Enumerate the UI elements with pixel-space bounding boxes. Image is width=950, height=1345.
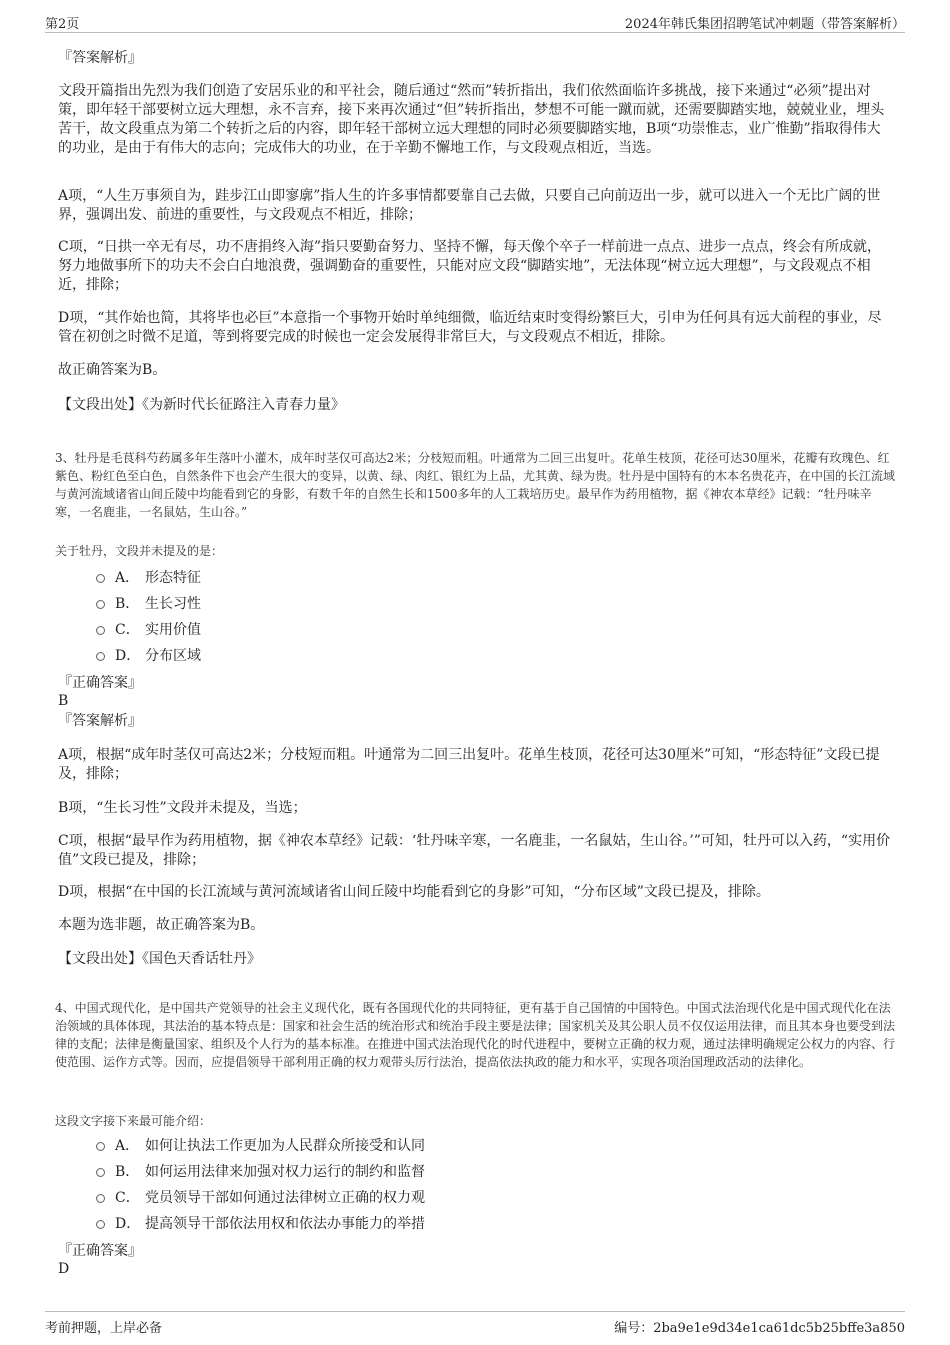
q4-option-b[interactable]: B． 如何运用法律来加强对权力运行的制约和监督 [96, 1161, 425, 1181]
document-title: 2024年韩氏集团招聘笔试冲刺题（带答案解析） [624, 17, 905, 32]
q4-option-c[interactable]: C． 党员领导干部如何通过法律树立正确的权力观 [96, 1187, 425, 1207]
q3-passage: 3、牡丹是毛茛科芍药属多年生落叶小灌木，成年时茎仅可高达2米；分枝短而粗。叶通常为二回三出复叶。花单生枝顶，花径可达30厘米，花瓣有玫瑰色、红紫色、粉红色至白色，自然条件下也会产生很大的变异，以黄、绿、肉红、银红为上品，尤其黄、绿为贵。牡丹是中国特有的木本名贵花卉，在中国的长江流域与黄河流域诸省山间丘陵中均能看到它的身影，有数千年的自然生长和1500多年的人工栽培历史。最早作为药用植物，据《神农本草经》记载：“牡丹味辛寒，一名鹿韭，一名鼠姑，生山谷。” [55, 451, 896, 519]
radio-icon[interactable] [96, 1142, 105, 1151]
q4-option-d[interactable]: D． 提高领导干部依法用权和依法办事能力的举措 [96, 1213, 425, 1233]
radio-icon[interactable] [96, 626, 105, 635]
radio-icon[interactable] [96, 1168, 105, 1177]
q3-source: 【文段出处】《国色天香话牡丹》 [58, 951, 261, 967]
q2-analysis-a: A项，“人生万事须自为，跬步江山即寥廓”指人生的许多事情都要靠自己去做，只要自己向前迈出一步，就可以进入一个无比广阔的世界，强调出发、前进的重要性，与文段观点不相近，排除； [58, 188, 881, 223]
q3-answer: B [58, 693, 69, 709]
q2-analysis-c: C项，“日拱一卒无有尽，功不唐捐终入海”指只要勤奋努力、坚持不懈，每天像个卒子一样前进一点点、进步一点点，终会有所成就，努力地做事所下的功夫不会白白地浪费，强调勤奋的重要性，只能对应文段“脚踏实地”，无法体现“树立远大理想”，与文段观点不相近，排除； [58, 239, 882, 293]
q2-analysis-d: D项，“其作始也简，其将毕也必巨”本意指一个事物开始时单纯细微，临近结束时变得纷繁巨大，引申为任何具有远大前程的事业，尽管在初创之时微不足道，等到将要完成的时候也一定会发展得非常巨大，与文段观点不相近，排除。 [58, 310, 882, 345]
footer-slogan: 考前押题，上岸必备 [45, 1321, 163, 1336]
q2-source: 【文段出处】《为新时代长征路注入青春力量》 [58, 397, 345, 413]
q3-analysis-d: D项，根据“在中国的长江流域与黄河流域诸省山间丘陵中均能看到它的身影”可知，“分布区域”文段已提及，排除。 [58, 884, 770, 900]
q4-answer: D [58, 1261, 70, 1277]
document-code: 编号：2ba9e1e9d34e1ca61dc5b25bffe3a850 [614, 1321, 905, 1336]
radio-icon[interactable] [96, 574, 105, 583]
q3-analysis-title: 『答案解析』 [58, 713, 142, 729]
page-header [45, 10, 905, 33]
q2-conclusion: 故正确答案为B。 [58, 362, 167, 378]
page-number: 第2页 [45, 17, 80, 32]
q3-analysis-a: A项，根据“成年时茎仅可高达2米；分枝短而粗。叶通常为二回三出复叶。花单生枝顶，花径可达30厘米”可知，“形态特征”文段已提及，排除； [58, 747, 880, 782]
page-footer [45, 1311, 905, 1336]
q3-conclusion: 本题为选非题，故正确答案为B。 [58, 917, 265, 933]
q4-answer-title: 『正确答案』 [58, 1243, 142, 1259]
q3-option-a[interactable]: A． 形态特征 [96, 567, 201, 587]
radio-icon[interactable] [96, 652, 105, 661]
q3-option-b[interactable]: B． 生长习性 [96, 593, 201, 613]
radio-icon[interactable] [96, 600, 105, 609]
q2-analysis-intro: 文段开篇指出先烈为我们创造了安居乐业的和平社会，随后通过“然而”转折指出，我们依然面临许多挑战，接下来通过“必须”提出对策，即年轻干部要树立远大理想，永不言弃，接下来再次通过“但”转折指出，梦想不可能一蹴而就，还需要脚踏实地，兢兢业业，埋头苦干，故文段重点为第二个转折之后的内容，即年轻干部树立远大理想的同时必须要脚踏实地，B项“功崇惟志，业广惟勤”指取得伟大的功业，是由于有伟大的志向；完成伟大的功业，在于辛勤不懈地工作，与文段观点相近，当选。 [58, 83, 885, 156]
radio-icon[interactable] [96, 1194, 105, 1203]
q3-option-d[interactable]: D． 分布区域 [96, 645, 201, 665]
q4-option-a[interactable]: A． 如何让执法工作更加为人民群众所接受和认同 [96, 1135, 425, 1155]
q3-option-c[interactable]: C． 实用价值 [96, 619, 201, 639]
q4-passage: 4、中国式现代化，是中国共产党领导的社会主义现代化，既有各国现代化的共同特征，更有基于自己国情的中国特色。中国式法治现代化是中国式现代化在法治领域的具体体现，其法治的基本特点是：国家和社会生活的统治形式和统治手段主要是法律；国家机关及其公职人员不仅仅运用法律，而且其本身也要受到法律的支配；法律是衡量国家、组织及个人行为的基本标准。在推进中国式法治现代化的时代进程中，要树立正确的权力观，通过法律明确规定公权力的内容、行使范围、运作方式等。因而，应提倡领导干部利用正确的权力观带头厉行法治，提高依法执政的能力和水平，实现各项治国理政活动的法律化。 [55, 1001, 896, 1069]
q3-analysis-b: B项，“生长习性”文段并未提及，当选； [58, 800, 307, 816]
q4-question: 这段文字接下来最可能介绍： [55, 1114, 212, 1128]
q2-analysis-title: 『答案解析』 [58, 50, 142, 66]
q3-answer-title: 『正确答案』 [58, 675, 142, 691]
q3-analysis-c: C项，根据“最早作为药用植物，据《神农本草经》记载：‘牡丹味辛寒，一名鹿韭，一名鼠姑，生山谷。’”可知，牡丹可以入药，“实用价值”文段已提及，排除； [58, 833, 891, 868]
q3-question: 关于牡丹，文段并未提及的是： [55, 544, 224, 558]
radio-icon[interactable] [96, 1220, 105, 1229]
